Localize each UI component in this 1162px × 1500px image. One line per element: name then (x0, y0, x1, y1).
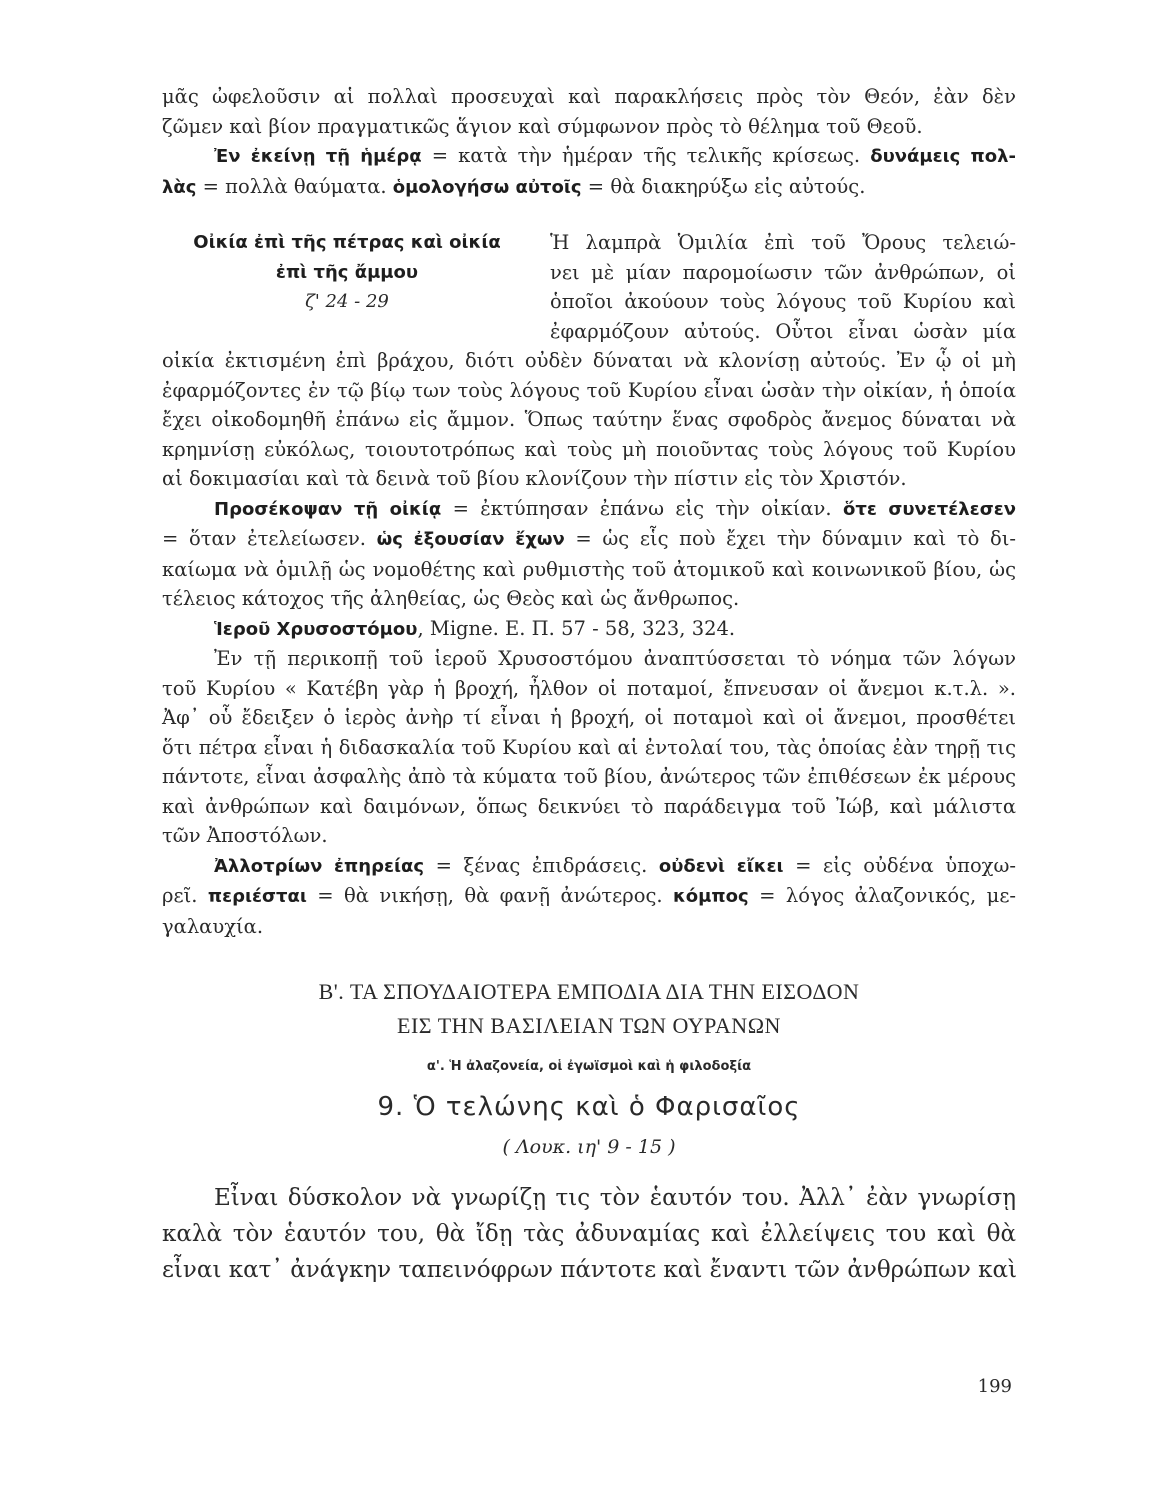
gloss-term: λὰς (162, 176, 197, 198)
page-body: μᾶς ὠφελοῦσιν αἱ πολλαὶ προσευχαὶ καὶ παρακλήσεις πρὸς τὸν Θεόν, ἐὰν δὲν ζῶμεν καὶ βίον πραγματικῶς ἅγιον καὶ σύμφωνον πρὸς τὸ θέλημα τοῦ Θεοῦ. Ἐν ἐκείνῃ τῇ ἡμέρᾳ = κατὰ τὴν ἡμέραν τῆς τελικῆς κρίσεως. δυνάμεις πολ- λὰς = πολλὰ θαύματα. ὁμολογήσω αὐτοῖς = θὰ διακηρύξω εἰς αὐτούς. Οἰκία ἐπὶ τῆς πέτρας καὶ οἰκία ἐπὶ τῆς ἄμμου ζ' 24 - 29 Ἡ λαμπρὰ Ὁμιλία ἐπὶ τοῦ Ὄρους τελειώ- νει μὲ μίαν παρομοίωσιν τῶν ἀνθρώπων, οἱ ὁποῖοι ἀκούουν τοὺς λόγους τοῦ Κυρίου καὶ ἐφαρμόζουν αὐτούς. Οὗτοι εἶναι ὡσὰν μία οἰκία ἐκτισμένη ἐπὶ βράχου, διότι οὐδὲν δύναται νὰ κλονίσῃ αὐτούς. Ἐν ᾧ οἱ μὴ ἐφαρμόζοντες ἐν τῷ βίῳ των τοὺς λόγους τοῦ Κυρίου εἶναι ὡσὰν τὴν οἰκίαν, ἡ ὁποία ἔχει οἰκοδομηθῆ ἐπάνω εἰς ἄμμον. Ὅπως ταύτην ἕνας σφοδρὸς ἄνεμος δύναται νὰ κρημνίσῃ εὐκόλως, τοιουτοτρόπως καὶ τοὺς μὴ ποιοῦντας τοὺς λόγους τοῦ Κυρίου αἱ δοκιμασίαι καὶ τὰ δεινὰ τοῦ βίου κλονίζουν τὴν πίστιν εἰς τὸν Χριστόν. Προσέκοψαν τῇ οἰκίᾳ = ἐκτύπησαν ἐπάνω εἰς τὴν οἰκίαν. ὅτε συνετέλεσεν = ὅταν ἐτελείωσεν. ὡς ἐξουσίαν ἔχων = ὡς εἷς ποὺ ἔχει τὴν δύναμιν καὶ τὸ δι- καίωμα νὰ ὁμιλῇ ὡς νομοθέτης καὶ ρυθμιστὴς τοῦ ἀτομικοῦ καὶ κοινωνικοῦ βίου, ὡς τέλειος κάτοχος τῆς ἀληθείας, ὡς Θεὸς καὶ ὡς ἄνθρωπος. Ἱεροῦ Χρυσοστόμου, Migne. Ε. Π. 57 - 58, 323, 324. Ἐν τῇ περικοπῇ τοῦ ἱεροῦ Χρυσοστόμου ἀναπτύσσεται τὸ νόημα τῶν λόγων τοῦ Κυρίου « Κατέβη γὰρ ἡ βροχή, ἦλθον οἱ ποταμοί, ἔπνευσαν οἱ ἄνεμοι κ.τ.λ. ». Ἀφ᾽ οὗ ἔδειξεν ὁ ἱερὸς ἀνὴρ τί εἶναι ἡ βροχή, οἱ ποταμοὶ καὶ οἱ ἄνεμοι, προσθέτει ὅτι πέτρα εἶναι ἡ διδασκαλία τοῦ Κυρίου καὶ αἱ ἐντολαί του, τὰς ὁποίας ἐὰν τηρῇ τις πάντοτε, εἶναι ἀσφαλὴς ἀπὸ τὰ κύματα τοῦ βίου, ἀνώτερος τῶν ἐπιθέσεων ἐκ μέρους καὶ ἀνθρώπων καὶ δαιμόνων, ὅπως δεικνύει τὸ παράδειγμα τοῦ Ἰώβ, καὶ μάλιστα τῶν Ἀποστόλων. Ἀλλοτρίων ἐπηρείας = ξένας ἐπιδράσεις. οὐδενὶ εἴκει = εἰς οὐδένα ὑποχω- ρεῖ. περιέσται = θὰ νικήσῃ, θὰ φανῇ ἀνώτερος. κόμπος = λόγος ἀλαζονικός, με- γαλαυχία. Β'. ΤΑ ΣΠΟΥΔΑΙΟΤΕΡΑ ΕΜΠΟΔΙΑ ΔΙΑ ΤΗΝ ΕΙΣΟΔΟΝ ΕΙΣ ΤΗΝ ΒΑΣΙΛΕΙΑΝ ΤΩΝ ΟΥΡΑΝΩΝ α'. Ἡ ἀλαζονεία, οἱ ἐγωϊσμοὶ καὶ ἡ φιλοδοξία 9. Ὁ τελώνης καὶ ὁ Φαρισαῖος ( Λουκ. ιη' 9 - 15 ) Εἶναι δύσκολον νὰ γνωρίζῃ τις τὸν ἑαυτόν του. Ἀλλ᾽ ἐὰν γνωρίσῃ καλὰ τὸν ἑαυτόν του, θὰ ἴδῃ τὰς ἀδυναμίας καὶ ἐλλείψεις του καὶ θὰ εἶναι κατ᾽ ἀνάγκην ταπεινόφρων πάντοτε καὶ ἔναντι τῶν ἀνθρώπων καὶ (162, 82, 1016, 1288)
gloss-term: κόμπος (673, 886, 749, 907)
gloss-term: ὁμολογήσω αὐτοῖς (392, 176, 582, 198)
section-parable (162, 228, 1016, 346)
gloss-line: = ὅταν ἐτελείωσεν. ὡς ἐξουσίαν ἔχων = ὡς εἷς ποὺ ἔχει τὴν δύναμιν καὶ τὸ δι- (162, 527, 1017, 550)
gloss-line: λὰς = πολλὰ θαύματα. ὁμολογήσω αὐτοῖς = θὰ διακηρύξω εἰς αὐτούς. (162, 174, 866, 198)
gloss-term: περιέσται (207, 886, 307, 907)
text-line: μᾶς ὠφελοῦσιν αἱ πολλαὶ προσευχαὶ καὶ παρακλήσεις πρὸς τὸν Θεόν, ἐὰν δὲν (162, 85, 1016, 108)
section-column: Ἡ λαμπρὰ Ὁμιλία ἐπὶ τοῦ Ὄρους τελειώ- νει μὲ μίαν παρομοίωσιν τῶν ἀνθρώπων, οἱ ὁποῖοι ἀκούουν τοὺς λόγους τοῦ Κυρίου καὶ ἐφαρμόζουν αὐτούς. Οὗτοι εἶναι ὡσὰν μία (550, 231, 1016, 343)
gloss-term: ὡς ἐξουσίαν ἔχων (376, 529, 565, 550)
chapter-heading: Β'. ΤΑ ΣΠΟΥΔΑΙΟΤΕΡΑ ΕΜΠΟΔΙΑ ΔΙΑ ΤΗΝ ΕΙΣΟΔΟΝ ΕΙΣ ΤΗΝ ΒΑΣΙΛΕΙΑΝ ΤΩΝ ΟΥΡΑΝΩΝ (318, 979, 860, 1038)
source-line: Ἱεροῦ Χρυσοστόμου, Migne. Ε. Π. 57 - 58, 323, 324. (214, 616, 736, 640)
side-heading: Οἰκία ἐπὶ τῆς πέτρας καὶ οἰκία ἐπὶ τῆς ἄμμου ζ' 24 - 29 (193, 232, 501, 312)
gloss-line: ρεῖ. περιέσται = θὰ νικήσῃ, θὰ φανῇ ἀνώτερος. κόμπος = λόγος ἀλαζονικός, με- (162, 884, 1017, 907)
scripture-reference: ( Λουκ. ιη' 9 - 15 ) (502, 1136, 676, 1158)
gloss-line: Ἀλλοτρίων ἐπηρείας = ξένας ἐπιδράσεις. οὐδενὶ εἴκει = εἰς οὐδένα ὑποχω- (214, 853, 1016, 877)
gloss-term: οὐδενὶ εἴκει (658, 855, 784, 877)
gloss-term: Ἀλλοτρίων ἐπηρείας (214, 855, 425, 877)
gloss-term: ὅτε συνετέλεσεν (843, 498, 1016, 520)
chapter-subheading: α'. Ἡ ἀλαζονεία, οἱ ἐγωϊσμοὶ καὶ ἡ φιλοδοξία (426, 1059, 752, 1074)
chapter-body: Εἶναι δύσκολον νὰ γνωρίζῃ τις τὸν ἑαυτόν του. Ἀλλ᾽ ἐὰν γνωρίσῃ καλὰ τὸν ἑαυτόν του, θὰ ἴδῃ τὰς ἀδυναμίας καὶ ἐλλείψεις του καὶ θὰ εἶναι κατ᾽ ἀνάγκην ταπεινόφρων πάντοτε καὶ ἔναντι τῶν ἀνθρώπων καὶ (162, 1185, 1018, 1283)
gloss-term: δυνάμεις πολ- (870, 146, 1016, 167)
source-name: Ἱεροῦ Χρυσοστόμου (214, 618, 418, 640)
gloss-term: Προσέκοψαν τῇ οἰκίᾳ (214, 498, 442, 520)
gloss-term: Ἐν ἐκείνῃ τῇ ἡμέρᾳ (214, 146, 422, 167)
gloss-line: Προσέκοψαν τῇ οἰκίᾳ = ἐκτύπησαν ἐπάνω εἰς τὴν οἰκίαν. ὅτε συνετέλεσεν (214, 496, 1016, 520)
section-title: 9. Ὁ τελώνης καὶ ὁ Φαρισαῖος (377, 1092, 801, 1122)
page-number: 199 (977, 1376, 1012, 1397)
gloss-line: Ἐν ἐκείνῃ τῇ ἡμέρᾳ = κατὰ τὴν ἡμέραν τῆς τελικῆς κρίσεως. δυνάμεις πολ- (214, 144, 1016, 167)
text-line: ζῶμεν καὶ βίον πραγματικῶς ἅγιον καὶ σύμφωνον πρὸς τὸ θέλημα τοῦ Θεοῦ. (162, 114, 923, 138)
